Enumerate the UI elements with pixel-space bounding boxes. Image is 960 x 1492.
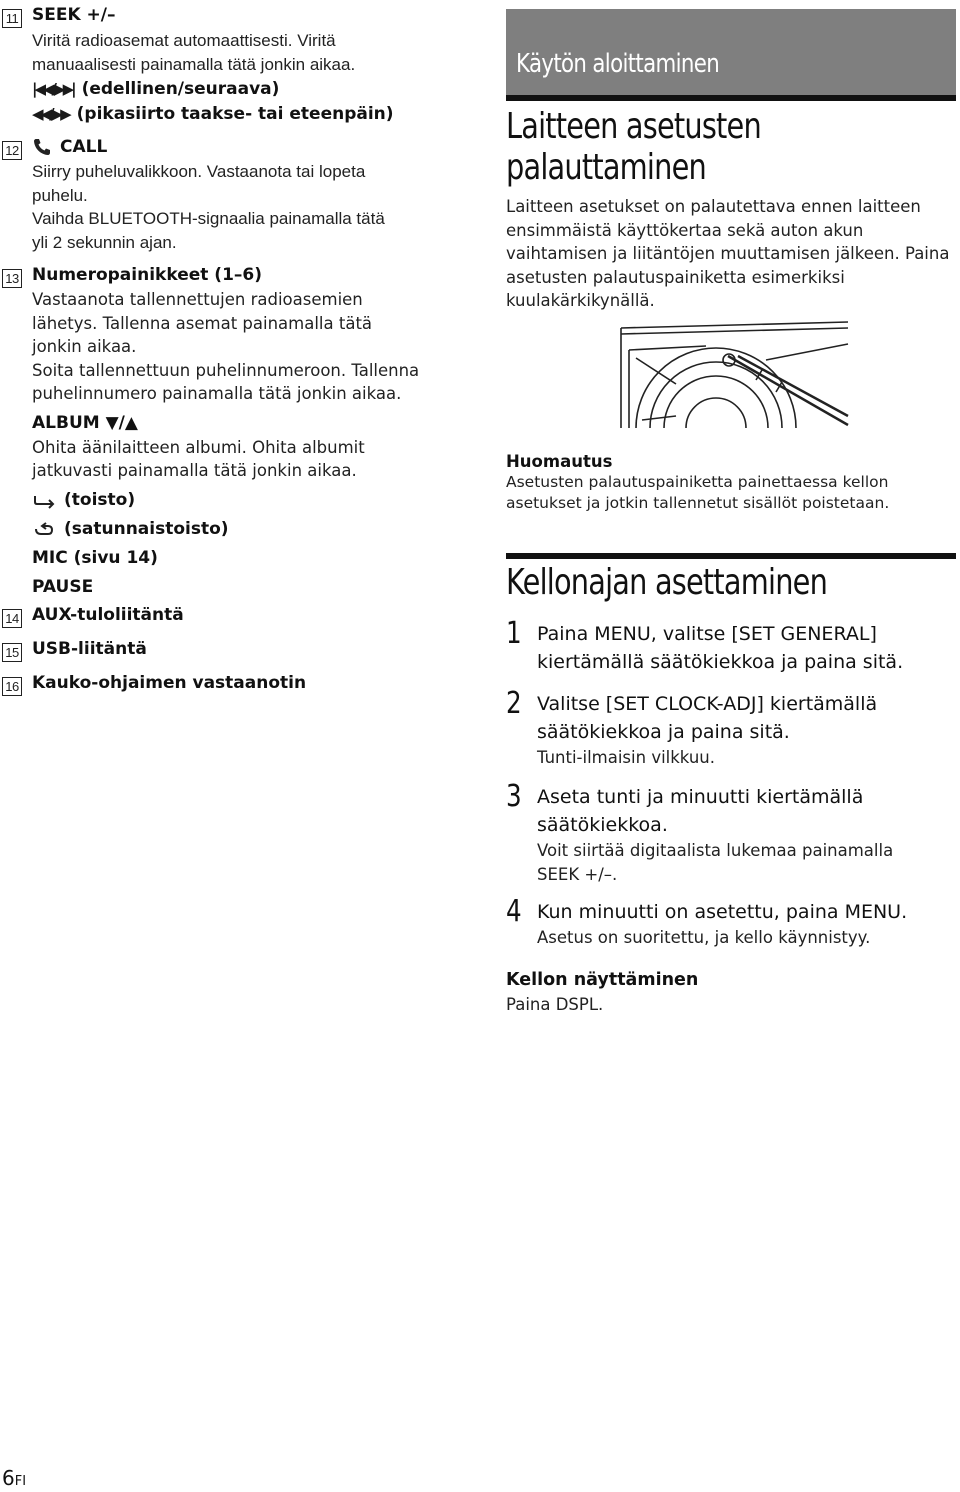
- reset-title-line-2: palauttaminen: [506, 147, 706, 188]
- step-4-heading: Kun minuutti on asetettu, paina MENU.: [537, 901, 908, 923]
- step-3-heading: Aseta tunti ja minuutti kiertämällä säätökiekkoa.: [537, 786, 864, 836]
- language-code: FI: [14, 1474, 27, 1489]
- seek-heading: SEEK +/–: [32, 5, 116, 25]
- repeat-icon: [32, 490, 56, 510]
- item-11: [2, 4, 502, 125]
- step-2: [506, 686, 956, 770]
- item-15: [2, 638, 502, 660]
- repeat-label: (toisto): [64, 489, 136, 510]
- item-number-11: 11: [2, 9, 22, 28]
- section-banner-title: Käytön aloittaminen: [516, 49, 720, 79]
- step-1-heading: Paina MENU, valitse [SET GENERAL] kiertämällä säätökiekkoa ja paina sitä.: [537, 623, 904, 673]
- item-number-16: 16: [2, 677, 22, 696]
- album-heading: ALBUM ▼/▲: [32, 412, 138, 433]
- prev-next-icon: |◀◀/▶▶|: [32, 80, 74, 98]
- reset-title-line-1: Laitteen asetusten: [506, 106, 761, 147]
- ff-rew-row: [32, 103, 502, 125]
- call-heading-row: [32, 136, 502, 158]
- note-text: Asetusten palautuspainiketta painettaessa kellon asetukset ja jotkin tallennetut sisällöt poistetaan.: [506, 473, 890, 512]
- item-number-14: 14: [2, 609, 22, 628]
- seek-text: Viritä radioasemat automaattisesti. Viritä manuaalisesti painamalla tätä jonkin aikaa.: [32, 31, 356, 74]
- section-banner: [506, 9, 956, 101]
- step-2-detail: Tunti-ilmaisin vilkkuu.: [537, 748, 716, 767]
- mic-label: MIC (sivu 14): [32, 547, 158, 568]
- call-heading: CALL: [60, 137, 108, 157]
- call-text-1: Siirry puheluvalikkoon. Vastaanota tai lopeta puhelu.: [32, 162, 366, 205]
- number-buttons-text-1: Vastaanota tallennettujen radioasemien lähetys. Tallenna asemat painamalla tätä jonkin aikaa.: [32, 290, 373, 356]
- item-number-13: 13: [2, 269, 22, 288]
- number-buttons-heading: Numeropainikkeet (1–6): [32, 265, 262, 285]
- pause-label: PAUSE: [32, 576, 94, 597]
- item-12: [2, 136, 502, 254]
- step-4: [506, 894, 956, 950]
- step-2-heading: Valitse [SET CLOCK-ADJ] kiertämällä säätökiekkoa ja paina sitä.: [537, 693, 878, 743]
- reset-body: Laitteen asetukset on palautettava ennen laitteen ensimmäistä käyttökertaa sekä auton akun vaihtamisen ja liitäntöjen muuttamisen jälkeen. Paina asetusten palautuspainiketta esimerkiksi kuulakärkikynällä.: [506, 197, 950, 310]
- usb-heading: USB-liitäntä: [32, 639, 147, 659]
- step-1-number: 1: [506, 616, 522, 651]
- number-buttons-text-2: Soita tallennettuun puhelinnumeroon. Tallenna puhelinnumero painamalla tätä jonkin aikaa.: [32, 360, 420, 403]
- reset-title: [506, 106, 825, 188]
- clock-title: Kellonajan asettaminen: [506, 562, 828, 603]
- item-13: [2, 264, 502, 598]
- phone-icon: [32, 137, 52, 157]
- step-3: [506, 779, 956, 886]
- step-3-number: 3: [506, 779, 522, 814]
- page-number: 6: [2, 1466, 15, 1490]
- prev-next-label: (edellinen/seuraava): [81, 79, 280, 99]
- step-1: [506, 616, 956, 676]
- page-footer: [2, 1466, 26, 1490]
- clock-display-heading: Kellon näyttäminen: [506, 970, 699, 990]
- clock-display-text: Paina DSPL.: [506, 995, 604, 1014]
- aux-heading: AUX-tuloliitäntä: [32, 605, 184, 625]
- remote-receiver-heading: Kauko-ohjaimen vastaanotin: [32, 673, 307, 693]
- item-14: [2, 604, 502, 626]
- ff-rew-label: (pikasiirto taakse- tai eteenpäin): [76, 104, 394, 124]
- step-4-number: 4: [506, 894, 522, 929]
- item-number-12: 12: [2, 141, 22, 160]
- item-16: [2, 672, 502, 694]
- repeat-row: [32, 489, 502, 511]
- shuffle-icon: [32, 519, 56, 539]
- step-4-detail: Asetus on suoritettu, ja kello käynnistyy.: [537, 928, 871, 947]
- shuffle-label: (satunnaistoisto): [64, 518, 229, 539]
- reset-button-illustration: [616, 320, 856, 430]
- step-3-detail: Voit siirtää digitaalista lukemaa painamalla SEEK +/–.: [537, 841, 894, 884]
- prev-next-row: [32, 78, 502, 100]
- item-number-15: 15: [2, 643, 22, 662]
- step-2-number: 2: [506, 686, 522, 721]
- shuffle-row: [32, 518, 502, 540]
- ff-rew-icon: ◀◀/▶▶: [32, 105, 69, 123]
- call-text-2: Vaihda BLUETOOTH-signaalia painamalla tätä yli 2 sekunnin ajan.: [32, 209, 385, 252]
- section-divider: [506, 553, 956, 559]
- note-heading: Huomautus: [506, 452, 613, 471]
- album-text: Ohita äänilaitteen albumi. Ohita albumit jatkuvasti painamalla tätä jonkin aikaa.: [32, 437, 365, 480]
